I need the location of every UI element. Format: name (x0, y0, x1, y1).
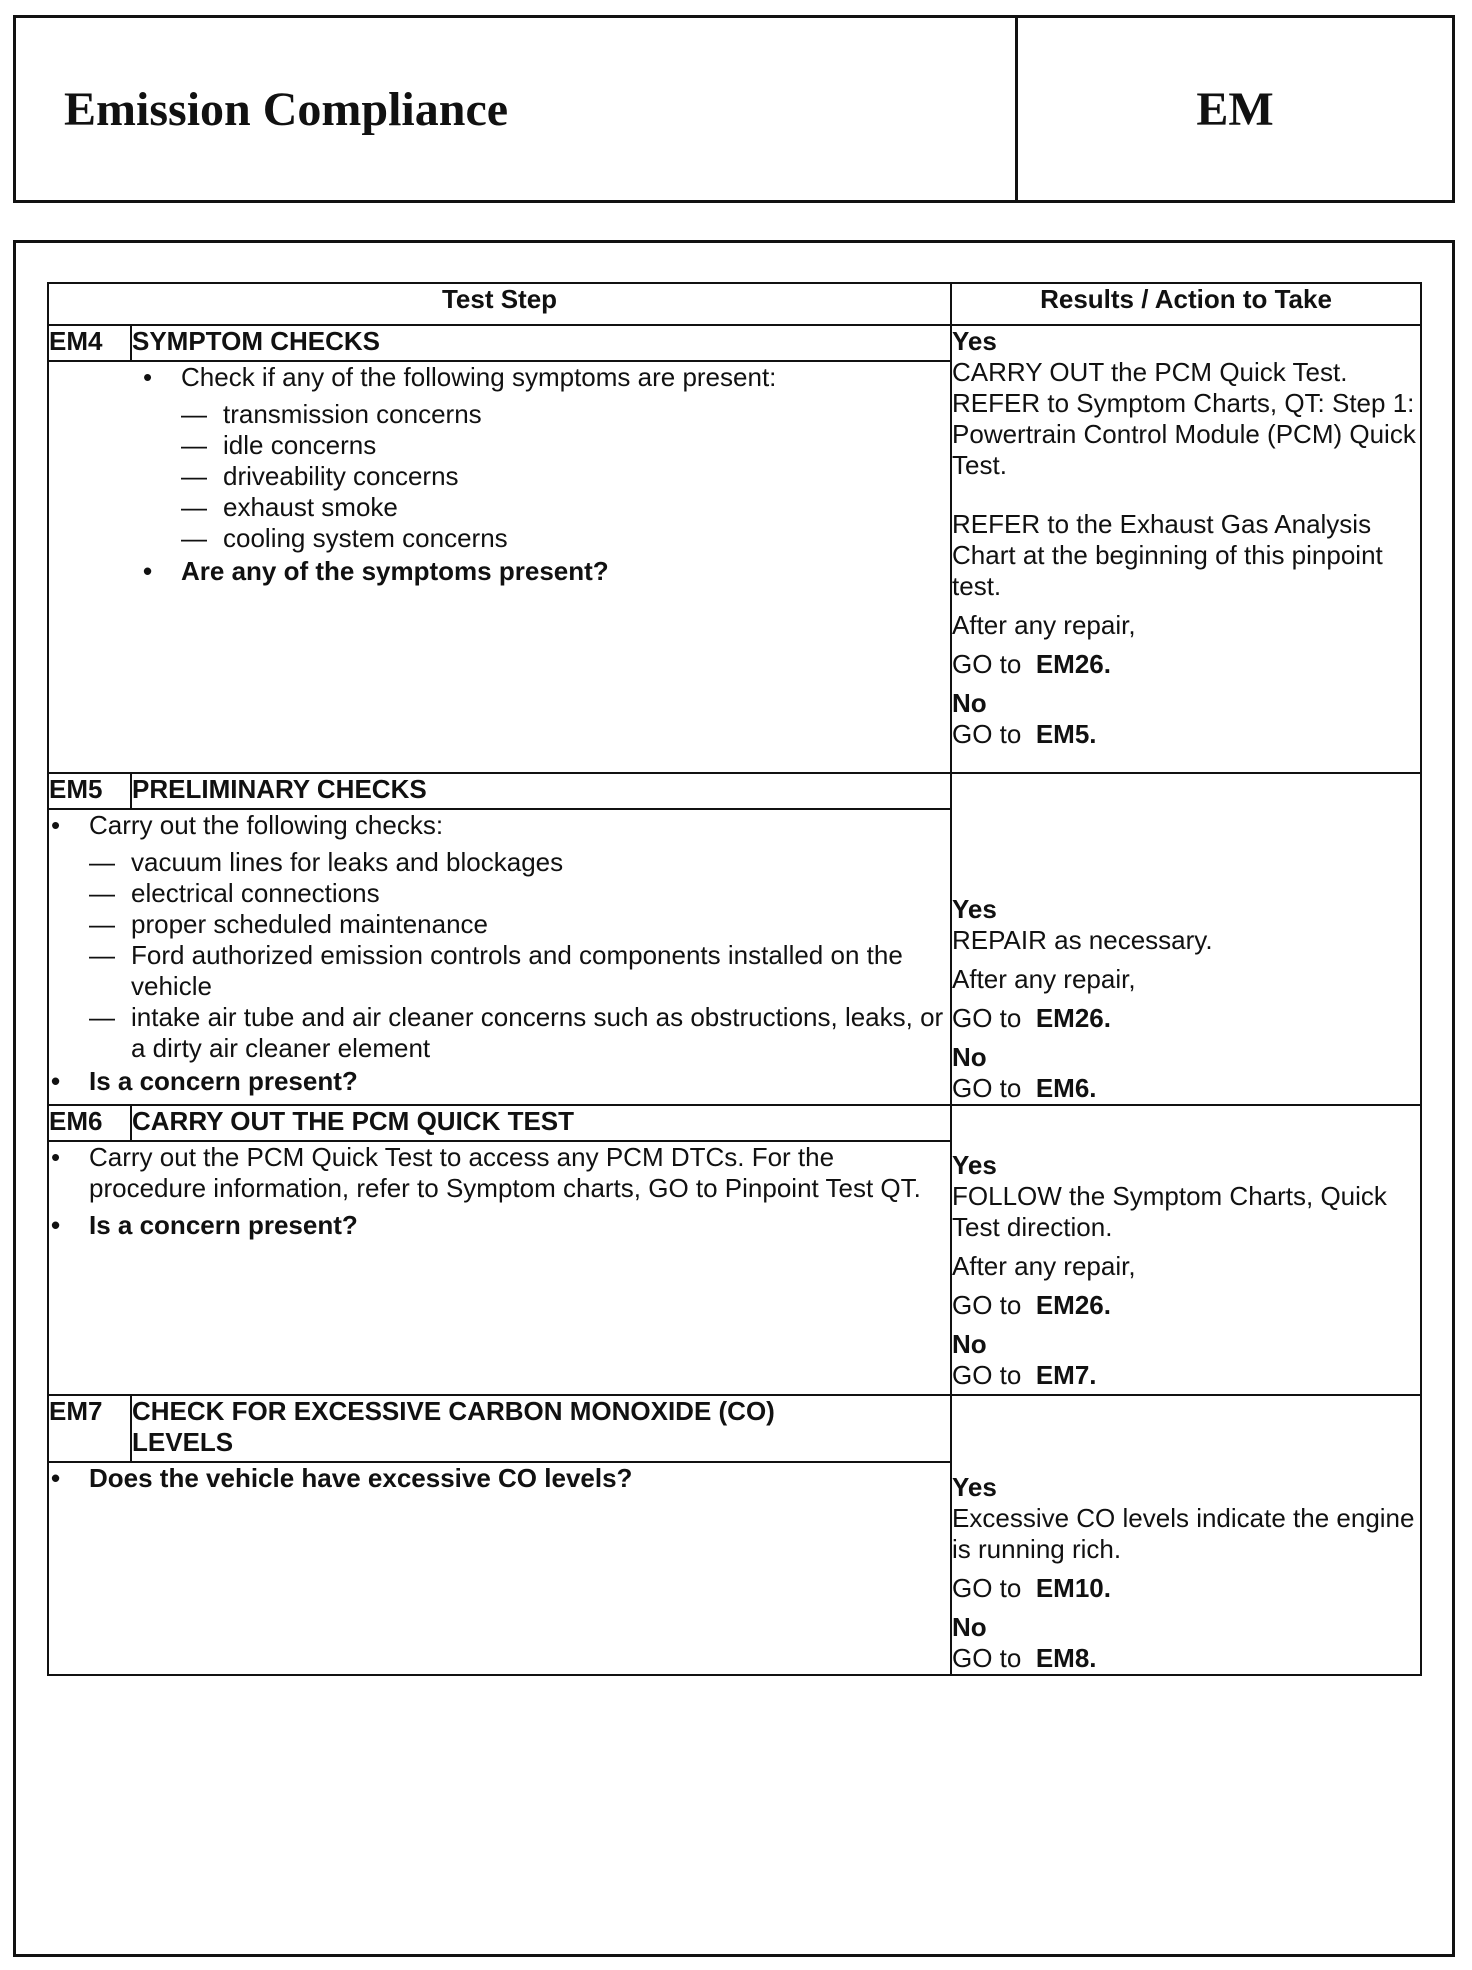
goto-step: EM6. (1035, 1073, 1097, 1103)
goto-text: GO to (952, 1643, 1022, 1673)
yes-goto (952, 1003, 1420, 1034)
step-title: PRELIMINARY CHECKS (131, 773, 951, 809)
step-title: CHECK FOR EXCESSIVE CARBON MONOXIDE (CO) LEVELS (131, 1395, 951, 1462)
step-results (951, 1105, 1421, 1395)
yes-label: Yes (952, 1150, 997, 1180)
goto-text: GO to (952, 1573, 1022, 1603)
header-box (13, 15, 1455, 203)
goto-text: GO to (952, 1290, 1022, 1320)
section-code: EM (1196, 82, 1274, 136)
test-step-table (47, 282, 1422, 1676)
check-list (89, 847, 950, 1064)
yes-goto (952, 649, 1420, 680)
list-item: — idle concerns (181, 430, 950, 461)
goto-step: EM8. (1035, 1643, 1097, 1673)
no-goto (952, 1360, 1420, 1391)
step-body (48, 361, 951, 773)
list-item: — electrical connections (89, 878, 950, 909)
yes-label: Yes (952, 326, 997, 356)
page-title: Emission Compliance (16, 18, 1018, 200)
step-body (48, 809, 951, 1105)
goto-step: EM5. (1035, 719, 1097, 749)
step-results (951, 773, 1421, 1105)
step-code: EM5 (48, 773, 131, 809)
goto-step: EM10. (1035, 1573, 1111, 1603)
step-code: EM7 (48, 1395, 131, 1462)
goto-step: EM26. (1035, 1290, 1111, 1320)
list-item: — intake air tube and air cleaner concerns such as obstructions, leaks, or a dirty air cleaner element (89, 1002, 950, 1064)
yes-label: Yes (952, 1472, 997, 1502)
instruction: • Carry out the PCM Quick Test to access any PCM DTCs. For the procedure information, refer to Symptom charts, GO to Pinpoint Test QT. (49, 1142, 950, 1204)
table-row (48, 1105, 1421, 1141)
list-item: — transmission concerns (181, 399, 950, 430)
table-row (48, 325, 1421, 361)
list-item: — proper scheduled maintenance (89, 909, 950, 940)
question: • Is a concern present? (49, 1210, 950, 1241)
goto-text: GO to (952, 1003, 1022, 1033)
yes-text: REFER to the Exhaust Gas Analysis Chart at the beginning of this pinpoint test. (952, 509, 1383, 601)
step-results (951, 1395, 1421, 1675)
step-code: EM6 (48, 1105, 131, 1141)
no-label: No (952, 1612, 987, 1642)
no-goto (952, 719, 1420, 750)
instruction: • Carry out the following checks: (49, 810, 950, 841)
after-repair-text: After any repair, (952, 1251, 1136, 1281)
yes-label: Yes (952, 894, 997, 924)
yes-text: Excessive CO levels indicate the engine is running rich. (952, 1503, 1415, 1564)
goto-text: GO to (952, 719, 1022, 749)
yes-goto (952, 1290, 1420, 1321)
step-title: CARRY OUT THE PCM QUICK TEST (131, 1105, 951, 1141)
col-header-results: Results / Action to Take (951, 283, 1421, 325)
no-label: No (952, 688, 987, 718)
table-row (48, 773, 1421, 809)
goto-text: GO to (952, 1073, 1022, 1103)
after-repair-text: After any repair, (952, 610, 1136, 640)
col-header-test-step: Test Step (48, 283, 951, 325)
step-body (48, 1462, 951, 1675)
goto-text: GO to (952, 1360, 1022, 1390)
no-label: No (952, 1042, 987, 1072)
question: • Is a concern present? (49, 1066, 950, 1097)
list-item: — vacuum lines for leaks and blockages (89, 847, 950, 878)
question: • Are any of the symptoms present? (141, 556, 950, 587)
yes-text: REPAIR as necessary. (952, 925, 1213, 955)
no-goto (952, 1643, 1420, 1674)
list-item: — cooling system concerns (181, 523, 950, 554)
symptom-list (181, 399, 950, 554)
list-item: — Ford authorized emission controls and components installed on the vehicle (89, 940, 950, 1002)
step-body (48, 1141, 951, 1395)
instruction: • Check if any of the following symptoms are present: (141, 362, 950, 393)
after-repair-text: After any repair, (952, 964, 1136, 994)
table-row (48, 1395, 1421, 1462)
goto-step: EM7. (1035, 1360, 1097, 1390)
list-item: — driveability concerns (181, 461, 950, 492)
yes-goto (952, 1573, 1420, 1604)
goto-text: GO to (952, 649, 1022, 679)
yes-text: FOLLOW the Symptom Charts, Quick Test direction. (952, 1181, 1387, 1242)
step-results (951, 325, 1421, 773)
goto-step: EM26. (1035, 1003, 1111, 1033)
goto-step: EM26. (1035, 649, 1111, 679)
no-label: No (952, 1329, 987, 1359)
yes-text: CARRY OUT the PCM Quick Test. REFER to Symptom Charts, QT: Step 1: Powertrain Control Module (PCM) Quick Test. (952, 357, 1416, 480)
list-item: — exhaust smoke (181, 492, 950, 523)
no-goto (952, 1073, 1420, 1104)
step-code: EM4 (48, 325, 131, 361)
step-title: SYMPTOM CHECKS (131, 325, 951, 361)
question: • Does the vehicle have excessive CO levels? (49, 1463, 950, 1494)
